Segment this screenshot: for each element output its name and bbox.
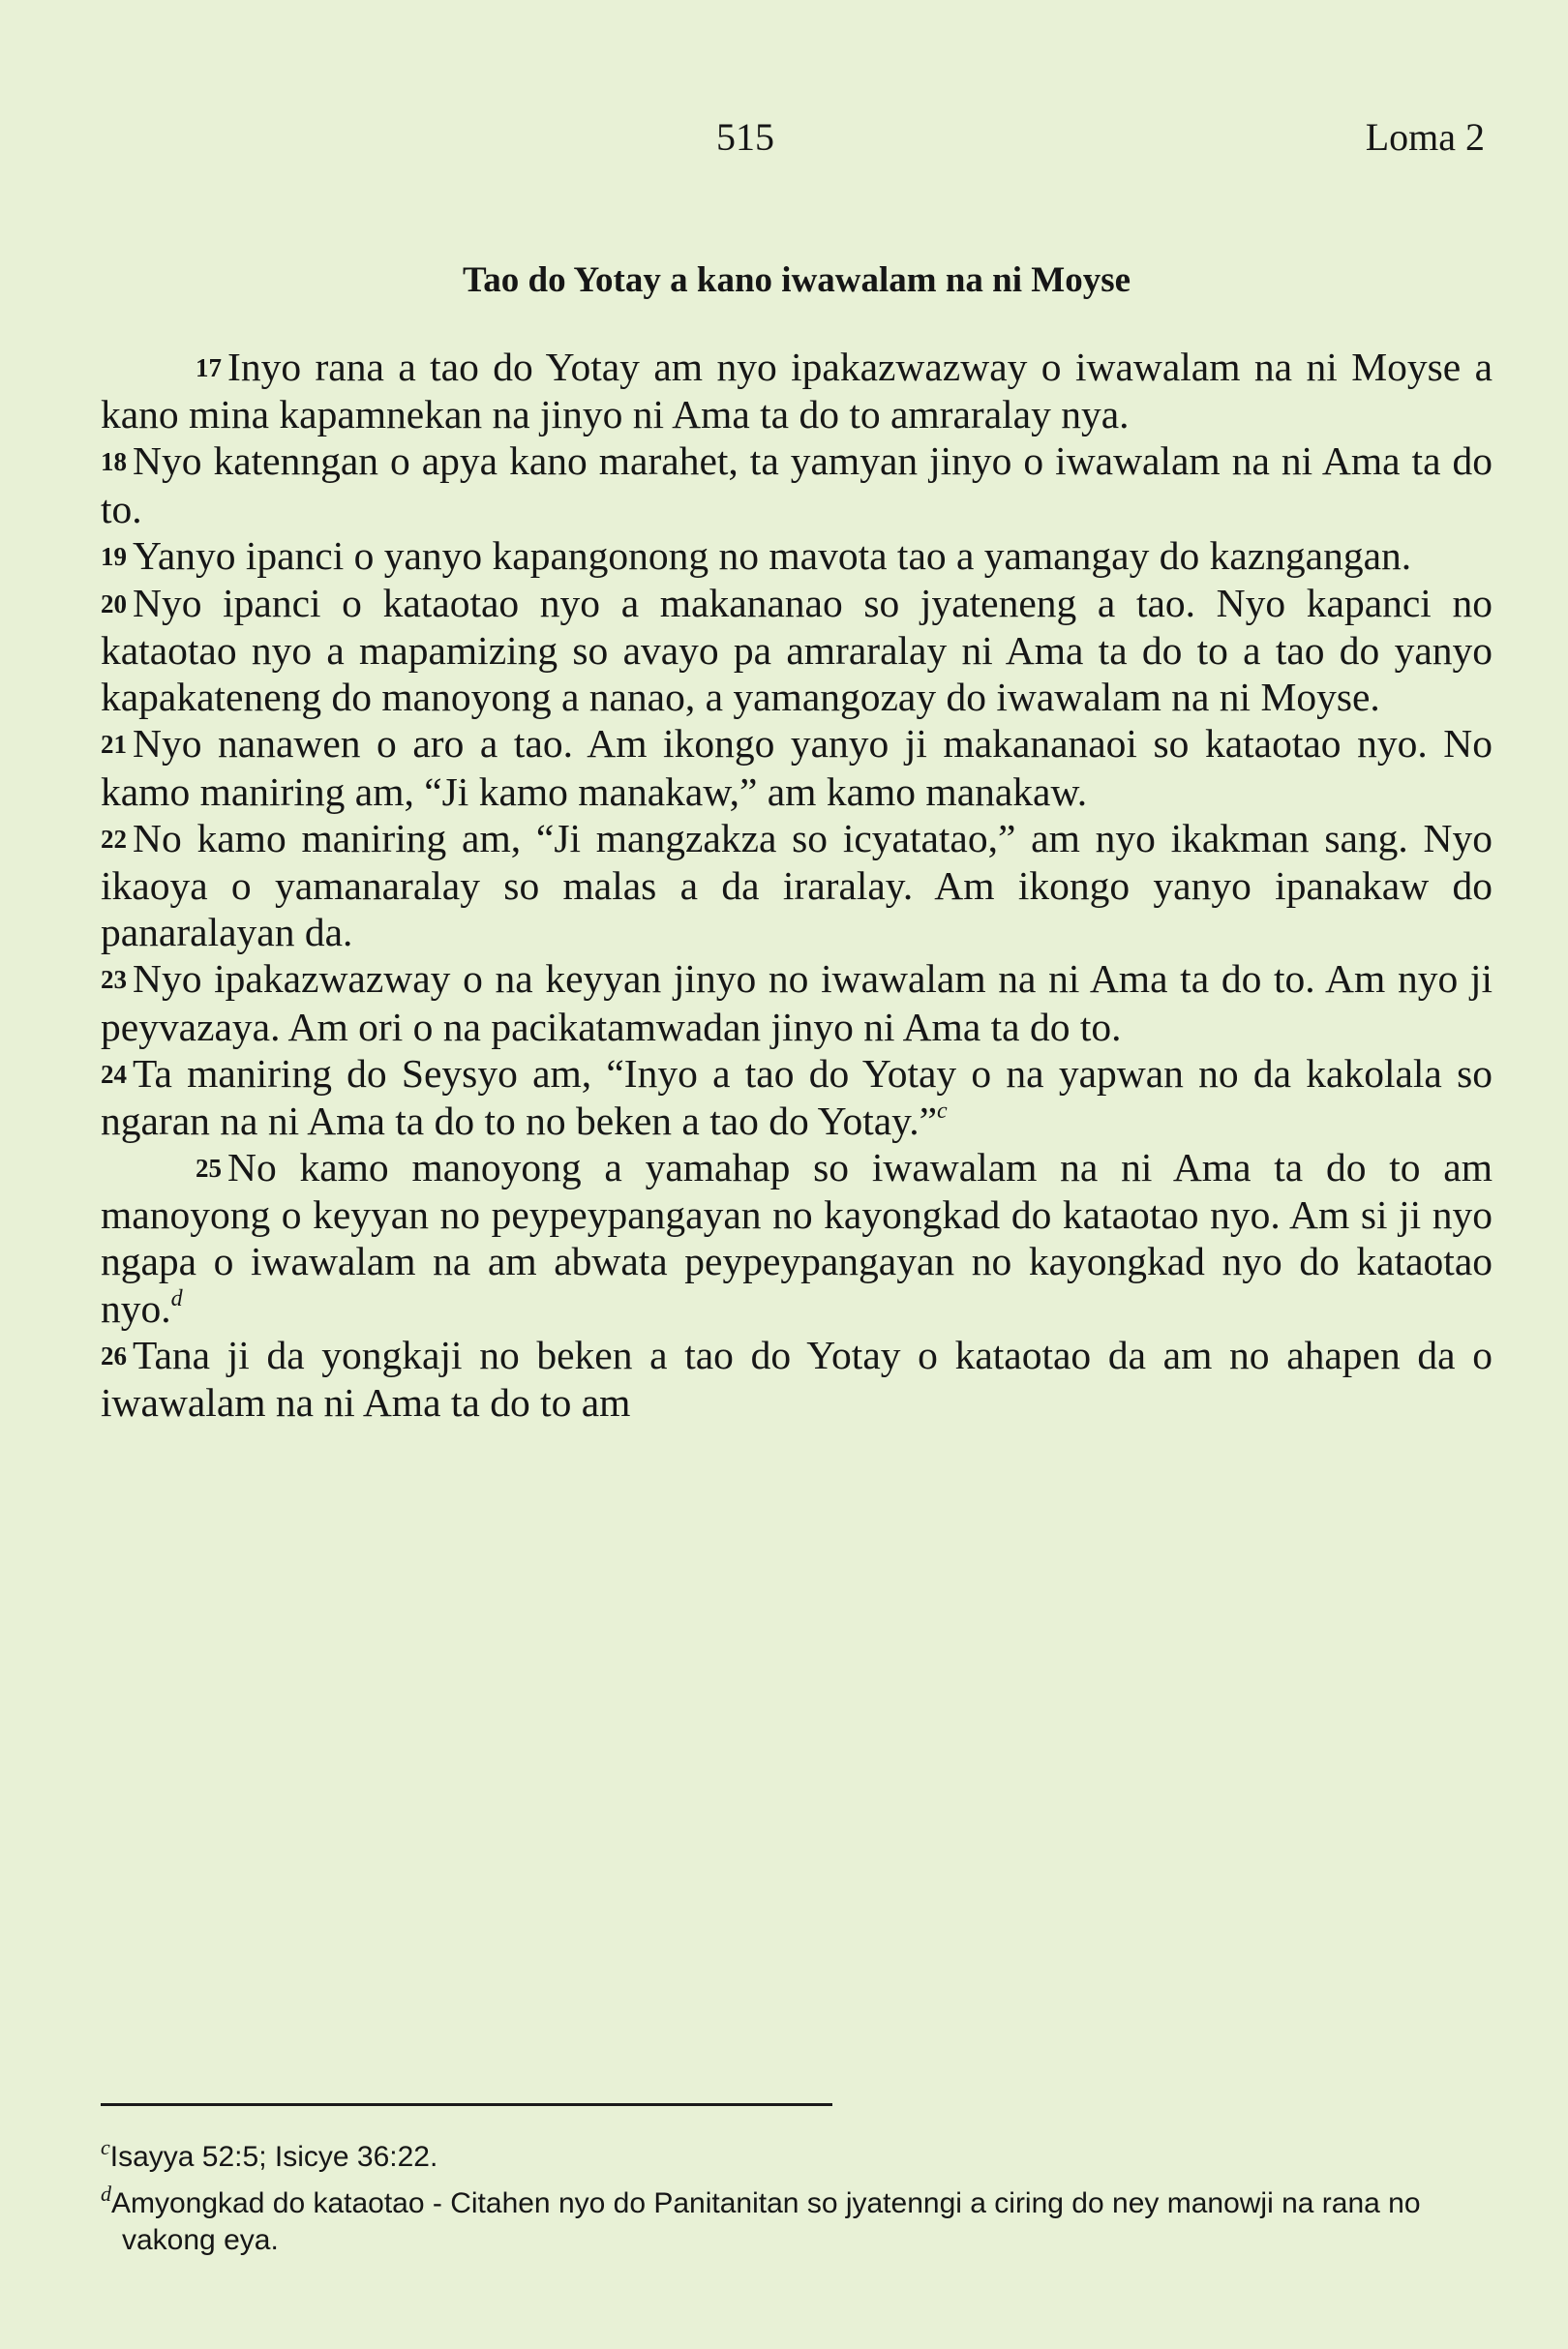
verse-19 <box>101 532 1493 580</box>
verse-text: Nyo katenngan o apya kano marahet, ta yamyan jinyo o iwawalam na ni Ama ta do to. <box>101 438 1493 531</box>
verse-text: Ta maniring do Seysyo am, “Inyo a tao do Yotay o na yapwan no da kakolala so ngaran na ni Ama ta do to no beken a tao do Yotay.” <box>101 1050 1493 1143</box>
verse-number: 17 <box>196 352 222 382</box>
verse-text: Yanyo ipanci o yanyo kapangonong no mavota tao a yamangay do kazngangan. <box>133 532 1412 578</box>
verse-text: Nyo ipanci o kataotao nyo a makananao so jyateneng a tao. Nyo kapanci no kataotao nyo a mapamizing so avayo pa amraralay ni Ama ta do to a tao do yanyo kapakateneng do manoyong a nanao, a yamangozay do iwawalam na ni Moyse. <box>101 580 1493 720</box>
verse-23 <box>101 955 1493 1049</box>
verse-number: 20 <box>101 588 127 618</box>
verse-number: 23 <box>101 965 127 995</box>
footnote-mark: c <box>101 2135 110 2159</box>
verse-17 <box>101 344 1493 437</box>
footnote-text: Isayya 52:5; Isicye 36:22. <box>109 2141 438 2174</box>
verse-number: 24 <box>101 1059 127 1089</box>
verse-24 <box>101 1050 1493 1144</box>
footnote-d <box>101 2176 1493 2259</box>
verse-number: 19 <box>101 541 127 571</box>
footnote-text: Amyongkad do kataotao - Citahen nyo do Panitanitan so jyatenngi a ciring do ney manowji na rana no vakong eya. <box>111 2187 1421 2257</box>
page-header <box>101 114 1493 172</box>
footnotes <box>101 2129 1493 2259</box>
verse-number: 26 <box>101 1340 127 1370</box>
verse-22 <box>101 815 1493 956</box>
verse-text: Nyo nanawen o aro a tao. Am ikongo yanyo ji makananaoi so kataotao nyo. No kamo maniring am, “Ji kamo manakaw,” am kamo manakaw. <box>101 721 1493 814</box>
verse-text: Nyo ipakazwazway o na keyyan jinyo no iwawalam na ni Ama ta do to. Am nyo ji peyvazaya. Am ori o na pacikatamwadan jinyo ni Ama ta do to. <box>101 956 1493 1049</box>
footnote-marker-c[interactable]: c <box>937 1099 948 1125</box>
verse-text: Tana ji da yongkaji no beken a tao do Yotay o kataotao da am no ahapen da o iwawalam na ni Ama ta do to am <box>101 1332 1493 1425</box>
verse-21 <box>101 720 1493 814</box>
body-text <box>101 344 1493 1426</box>
page-number: 515 <box>716 115 774 159</box>
footnote-mark: d <box>101 2182 111 2207</box>
verse-number: 21 <box>101 730 127 760</box>
verse-number: 22 <box>101 824 127 854</box>
verse-text: Inyo rana a tao do Yotay am nyo ipakazwazway o iwawalam na ni Moyse a kano mina kapamnekan na jinyo ni Ama ta do to amraralay nya. <box>101 345 1493 437</box>
verse-text: No kamo maniring am, “Ji mangzakza so icyatatao,” am nyo ikakman sang. Nyo ikaoya o yamanaralay so malas a da iraralay. Am ikongo yanyo ipanakaw do panaralayan da. <box>101 815 1493 955</box>
verse-number: 25 <box>196 1154 222 1184</box>
verse-number: 18 <box>101 447 127 477</box>
verse-18 <box>101 437 1493 531</box>
verse-26 <box>101 1332 1493 1426</box>
section-heading: Tao do Yotay a kano iwawalam na ni Moyse <box>462 260 1131 300</box>
running-head: Loma 2 <box>1365 115 1485 159</box>
footnote-c <box>101 2129 1493 2176</box>
footnote-marker-d[interactable]: d <box>170 1285 183 1311</box>
verse-25 <box>101 1144 1493 1332</box>
verse-20 <box>101 580 1493 721</box>
verse-text: No kamo manoyong a yamahap so iwawalam na ni Ama ta do to am manoyong o keyyan no peypeypangayan no kayongkad do kataotao nyo. Am si ji nyo ngapa o iwawalam na am abwata peypeypangayan no kayongkad nyo do kataotao nyo. <box>101 1145 1493 1331</box>
footnote-divider <box>101 2103 832 2106</box>
